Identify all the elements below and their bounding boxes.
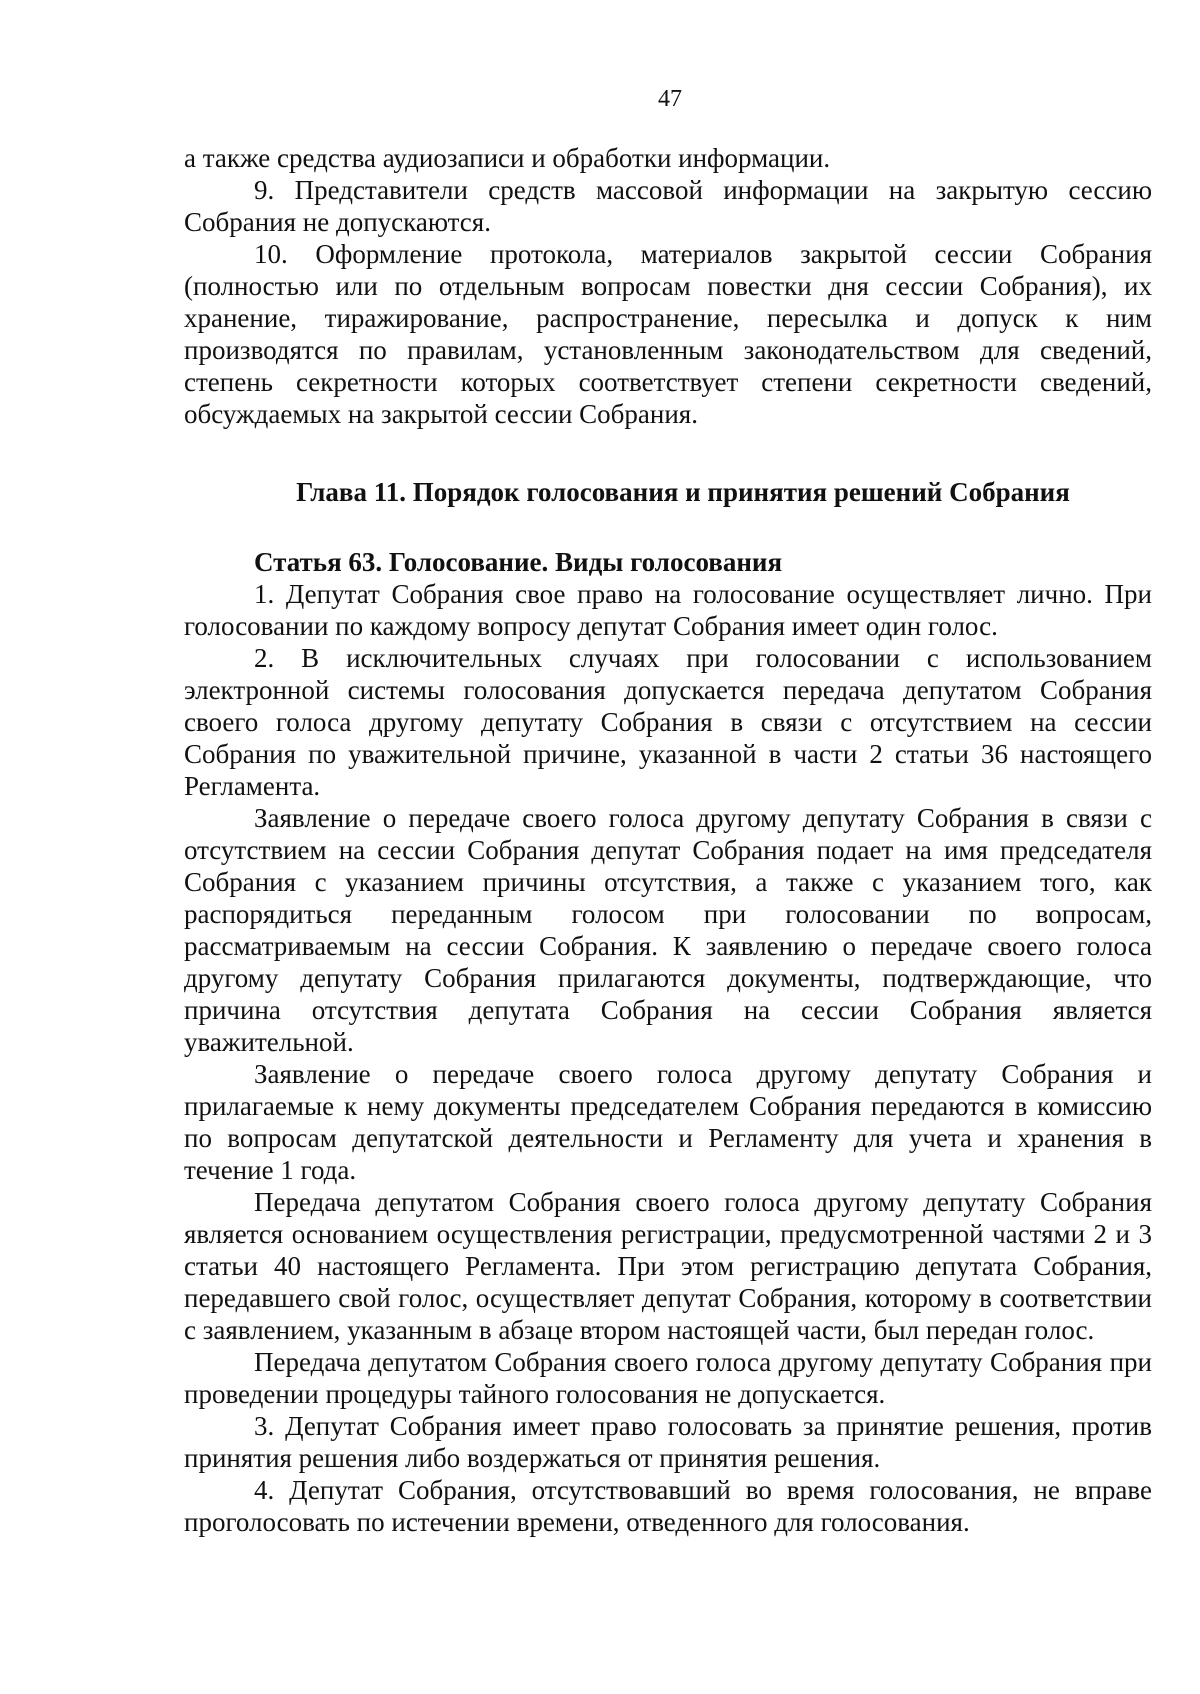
article-part-4: 4. Депутат Собрания, отсутствовавший во время голосования, не вправе проголосовать по истечении времени, отведенного для голосования. xyxy=(184,1475,1152,1537)
article-part-2-secret-ballot: Передача депутатом Собрания своего голоса другому депутату Собрания при проведении процедуры тайного голосования не допускается. xyxy=(184,1347,1152,1409)
article-part-2-registration: Передача депутатом Собрания своего голоса другому депутату Собрания является основанием осуществления регистрации, предусмотренной частями 2 и 3 статьи 40 настоящего Регламента. При этом регистрацию депутата Собрания, передавшего свой голос, осуществляет депутат Собрания, которому в соответствии с заявлением, указанным в абзаце втором настоящей части, был передан голос. xyxy=(184,1187,1152,1345)
article-part-2-statement: Заявление о передаче своего голоса другому депутату Собрания в связи с отсутствием на сессии Собрания депутат Собрания подает на имя председателя Собрания с указанием причины отсутствия, а также с указанием того, как распорядиться переданным голосом при голосовании по вопросам, рассматриваемым на сессии Собрания. К заявлению о передаче своего голоса другому депутату Собрания прилагаются документы, подтверждающие, что причина отсутствия депутата Собрания на сессии Собрания является уважительной. xyxy=(184,803,1152,1057)
article-title: Статья 63. Голосование. Виды голосования xyxy=(254,547,783,577)
article-part-1: 1. Депутат Собрания свое право на голосование осуществляет лично. При голосовании по каждому вопросу депутат Собрания имеет один голос. xyxy=(184,579,1152,641)
article-part-2: 2. В исключительных случаях при голосовании с использованием электронной системы голосования допускается передача депутатом Собрания своего голоса другому депутату Собрания в связи с отсутствием на сессии Собрания по уважительной причине, указанной в части 2 статьи 36 настоящего Регламента. xyxy=(184,643,1152,801)
paragraph-10: 10. Оформление протокола, материалов закрытой сессии Собрания (полностью или по отдельным вопросам повестки дня сессии Собрания), их хранение, тиражирование, распространение, пересылка и допуск к ним производятся по правилам, установленным законодательством для сведений, степень секретности которых соответствует степени секретности сведений, обсуждаемых на закрытой сессии Собрания. xyxy=(184,239,1152,429)
paragraph-continuation: а также средства аудиозаписи и обработки информации. xyxy=(184,143,831,173)
chapter-title: Глава 11. Порядок голосования и принятия решений Собрания xyxy=(296,477,1070,507)
article-part-3: 3. Депутат Собрания имеет право голосовать за принятие решения, против принятия решения либо воздержаться от принятия решения. xyxy=(184,1411,1152,1473)
page-number: 47 xyxy=(658,86,682,112)
document-body xyxy=(184,142,1152,1538)
article-part-2-documents: Заявление о передаче своего голоса другому депутату Собрания и прилагаемые к нему документы председателем Собрания передаются в комиссию по вопросам депутатской деятельности и Регламенту для учета и хранения в течение 1 года. xyxy=(184,1059,1152,1185)
paragraph-9: 9. Представители средств массовой информации на закрытую сессию Собрания не допускаются. xyxy=(184,175,1152,237)
